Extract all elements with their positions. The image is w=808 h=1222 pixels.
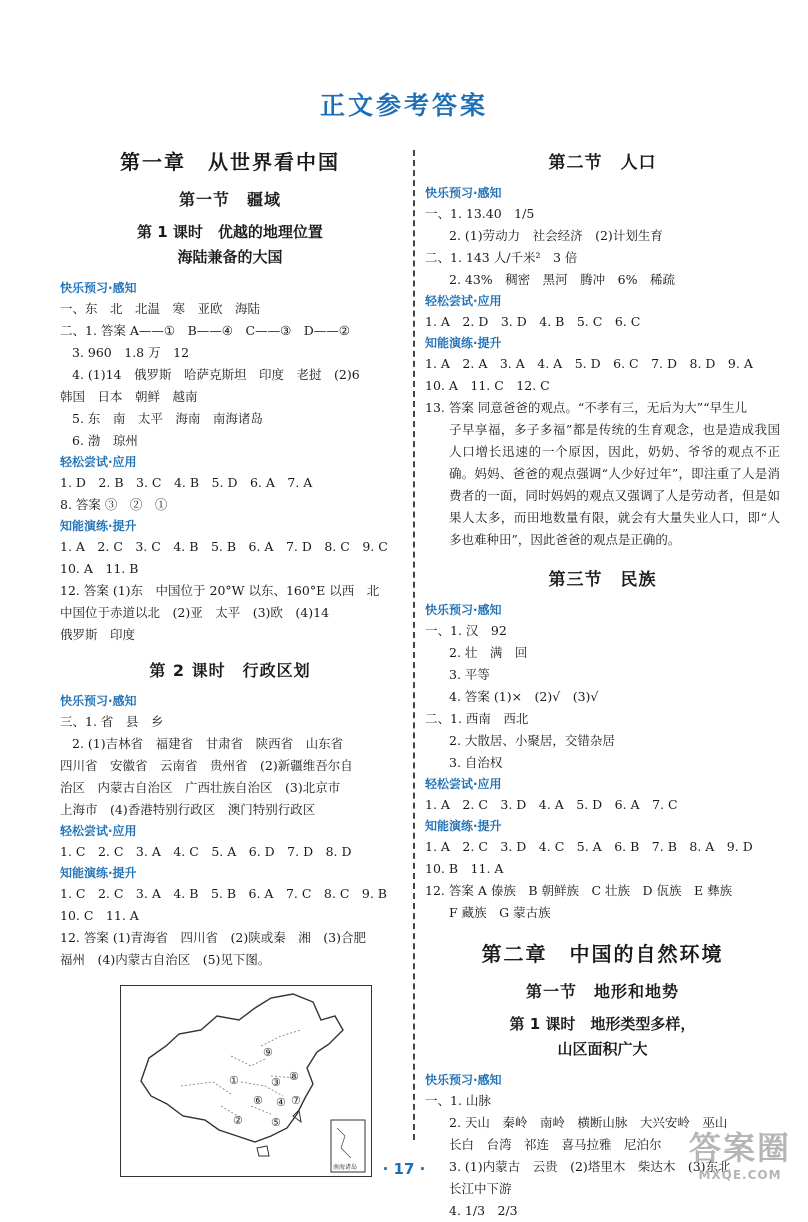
map-label: ① bbox=[229, 1074, 239, 1087]
map-label: ④ bbox=[276, 1096, 286, 1109]
chapter-2-heading: 第二章 中国的自然环境 bbox=[481, 942, 724, 966]
tag-drill: 知能演练·提升 bbox=[60, 519, 137, 533]
answer-line: 四川省 安徽省 云南省 贵州省 (2)新疆维吾尔自 bbox=[60, 758, 353, 773]
watermark-text: 答案圈 bbox=[688, 1129, 791, 1167]
section-terrain-heading: 第一节 地形和地势 bbox=[525, 982, 679, 1001]
answer-line: 一、东 北 北温 寒 亚欧 海陆 bbox=[60, 301, 261, 316]
watermark-logo bbox=[675, 1128, 805, 1182]
answer-line: 10. A 11. C 12. C bbox=[425, 378, 550, 393]
answer-line: 1. A 2. C 3. D 4. C 5. A 6. B 7. B 8. A 9. D bbox=[425, 839, 753, 854]
map-label: ⑨ bbox=[263, 1046, 273, 1059]
lesson-3-heading bbox=[425, 1012, 780, 1062]
lesson-1-heading bbox=[60, 220, 400, 270]
map-inset-caption: 南海诸岛 bbox=[333, 1164, 358, 1171]
answer-line: 12. 答案 (1)东 中国位于 20°W 以东、160°E 以西 北 bbox=[60, 583, 380, 598]
tag-try: 轻松尝试·应用 bbox=[425, 777, 502, 791]
left-column bbox=[60, 140, 400, 1177]
answer-line: 二、1. 143 人/千米² 3 倍 bbox=[425, 250, 578, 265]
answer-line: 4. 答案 (1)× (2)√ (3)√ bbox=[449, 689, 599, 704]
section-ethnic-heading: 第三节 民族 bbox=[548, 570, 657, 590]
answer-line: 一、1. 山脉 bbox=[425, 1093, 491, 1108]
answer-line: 12. 答案 A 傣族 B 朝鲜族 C 壮族 D 佤族 E 彝族 bbox=[425, 883, 733, 898]
lesson-3-title-line1: 第 1 课时 地形类型多样， bbox=[509, 1015, 696, 1033]
map-label: ⑦ bbox=[291, 1094, 301, 1107]
lesson-1-title-line1: 第 1 课时 优越的地理位置 bbox=[137, 223, 323, 241]
answer-line: 4. 1/3 2/3 bbox=[449, 1203, 518, 1218]
column-divider bbox=[413, 150, 415, 1140]
right-column bbox=[425, 140, 780, 1222]
answer-paragraph: 子早享福，多子多福”都是传统的生育观念，也是造成我国人口增长迅速的一个原因，因此，奶奶、爷爷的观点不正确。妈妈、爸爸的观点强调“人少好过年”，即注重了人是消费者的一面，同时妈妈的观点又强调了人是劳动者，但是如果人太多，而田地数量有限，就会有大量失业人口，即“人多也难种田”，因此爸爸的观点是正确的。 bbox=[449, 422, 780, 547]
answer-line: 10. A 11. B bbox=[60, 561, 139, 576]
answer-line: 2. (1)劳动力 社会经济 (2)计划生育 bbox=[449, 228, 663, 243]
page-number: · 17 · bbox=[382, 1160, 426, 1178]
answer-line: 治区 内蒙古自治区 广西壮族自治区 (3)北京市 bbox=[60, 780, 341, 795]
answer-line: 3. 平等 bbox=[449, 667, 490, 682]
answer-line: 长江中下游 bbox=[449, 1181, 512, 1196]
tag-drill: 知能演练·提升 bbox=[425, 819, 502, 833]
lesson-2-heading: 第 2 课时 行政区划 bbox=[149, 661, 311, 680]
answer-line: 俄罗斯 印度 bbox=[60, 627, 136, 642]
lesson-1-title-line2: 海陆兼备的大国 bbox=[177, 248, 283, 266]
map-label: ⑥ bbox=[253, 1094, 263, 1107]
tag-preview: 快乐预习·感知 bbox=[425, 186, 502, 200]
answer-line: 3. 自治权 bbox=[449, 755, 503, 770]
answer-line: 2. (1)吉林省 福建省 甘肃省 陕西省 山东省 bbox=[72, 736, 344, 751]
answer-line: 2. 大散居、小聚居，交错杂居 bbox=[449, 733, 615, 748]
map-label: ③ bbox=[271, 1076, 281, 1089]
tag-drill: 知能演练·提升 bbox=[60, 866, 137, 880]
answer-line: 一、1. 汉 92 bbox=[425, 623, 507, 638]
answer-line: 12. 答案 (1)青海省 四川省 (2)陕或秦 湘 (3)合肥 bbox=[60, 930, 366, 945]
answer-line: 2. 壮 满 回 bbox=[449, 645, 528, 660]
answer-line: 韩国 日本 朝鲜 越南 bbox=[60, 389, 198, 404]
answer-line: 1. A 2. A 3. A 4. A 5. D 6. C 7. D 8. D 9. A bbox=[425, 356, 753, 371]
map-label: ⑧ bbox=[289, 1070, 299, 1083]
answer-line: 1. A 2. C 3. C 4. B 5. B 6. A 7. D 8. C 9. C bbox=[60, 539, 388, 554]
answer-line: 13. 答案 同意爸爸的观点。“不孝有三，无后为大”“早生儿 bbox=[425, 400, 747, 415]
answer-line: 3. 960 1.8 万 12 bbox=[72, 345, 190, 360]
chapter-1-heading: 第一章 从世界看中国 bbox=[120, 150, 340, 174]
section-territory-heading: 第一节 疆域 bbox=[178, 190, 281, 209]
answer-line: 上海市 (4)香港特别行政区 澳门特别行政区 bbox=[60, 802, 316, 817]
tag-preview: 快乐预习·感知 bbox=[60, 694, 137, 708]
section-population-heading: 第二节 人口 bbox=[548, 153, 657, 173]
tag-preview: 快乐预习·感知 bbox=[60, 281, 137, 295]
answer-line: 1. D 2. B 3. C 4. B 5. D 6. A 7. A bbox=[60, 475, 313, 490]
china-map-outline bbox=[121, 986, 371, 1176]
tag-try: 轻松尝试·应用 bbox=[60, 824, 137, 838]
tag-preview: 快乐预习·感知 bbox=[425, 603, 502, 617]
tag-try: 轻松尝试·应用 bbox=[425, 294, 502, 308]
answer-line: 2. 天山 秦岭 南岭 横断山脉 大兴安岭 巫山 bbox=[449, 1115, 728, 1130]
answer-line: F 藏族 G 蒙古族 bbox=[449, 905, 551, 920]
answer-line: 6. 渤 琼州 bbox=[72, 433, 138, 448]
map-label: ⑤ bbox=[271, 1116, 281, 1129]
answer-line: 5. 东 南 太平 海南 南海诸岛 bbox=[72, 411, 263, 426]
answer-line: 1. A 2. C 3. D 4. A 5. D 6. A 7. C bbox=[425, 797, 678, 812]
answer-line: 福州 (4)内蒙古自治区 (5)见下图。 bbox=[60, 952, 271, 967]
answer-line: 三、1. 省 县 乡 bbox=[60, 714, 164, 729]
answer-line: 二、1. 西南 西北 bbox=[425, 711, 529, 726]
answer-line: 10. B 11. A bbox=[425, 861, 504, 876]
answer-line: 8. 答案 ③ ② ① bbox=[60, 497, 168, 512]
map-label: ② bbox=[233, 1114, 243, 1127]
answer-line: 1. A 2. D 3. D 4. B 5. C 6. C bbox=[425, 314, 641, 329]
answer-line: 中国位于赤道以北 (2)亚 太平 (3)欧 (4)14 bbox=[60, 605, 330, 620]
answer-line: 一、1. 13.40 1/5 bbox=[425, 206, 535, 221]
answer-line: 4. (1)14 俄罗斯 哈萨克斯坦 印度 老挝 (2)6 bbox=[72, 367, 360, 382]
page-title: 正文参考答案 bbox=[319, 91, 488, 120]
answer-line: 3. (1)内蒙古 云贵 (2)塔里木 柴达木 (3)东北 bbox=[449, 1159, 731, 1174]
answer-line: 1. C 2. C 3. A 4. B 5. B 6. A 7. C 8. C 9. B bbox=[60, 886, 387, 901]
watermark-url: MXQE.COM bbox=[698, 1168, 782, 1182]
tag-preview: 快乐预习·感知 bbox=[425, 1073, 502, 1087]
answer-line: 10. C 11. A bbox=[60, 908, 139, 923]
tag-try: 轻松尝试·应用 bbox=[60, 455, 137, 469]
tag-drill: 知能演练·提升 bbox=[425, 336, 502, 350]
answer-line: 1. C 2. C 3. A 4. C 5. A 6. D 7. D 8. D bbox=[60, 844, 352, 859]
answer-line: 长白 台湾 祁连 喜马拉雅 尼泊尔 bbox=[449, 1137, 662, 1152]
china-map-figure bbox=[120, 985, 372, 1177]
answer-line: 2. 43% 稠密 黑河 腾冲 6% 稀疏 bbox=[449, 272, 676, 287]
lesson-3-title-line2: 山区面积广大 bbox=[557, 1040, 648, 1058]
answer-line: 二、1. 答案 A——① B——④ C——③ D——② bbox=[60, 323, 350, 338]
